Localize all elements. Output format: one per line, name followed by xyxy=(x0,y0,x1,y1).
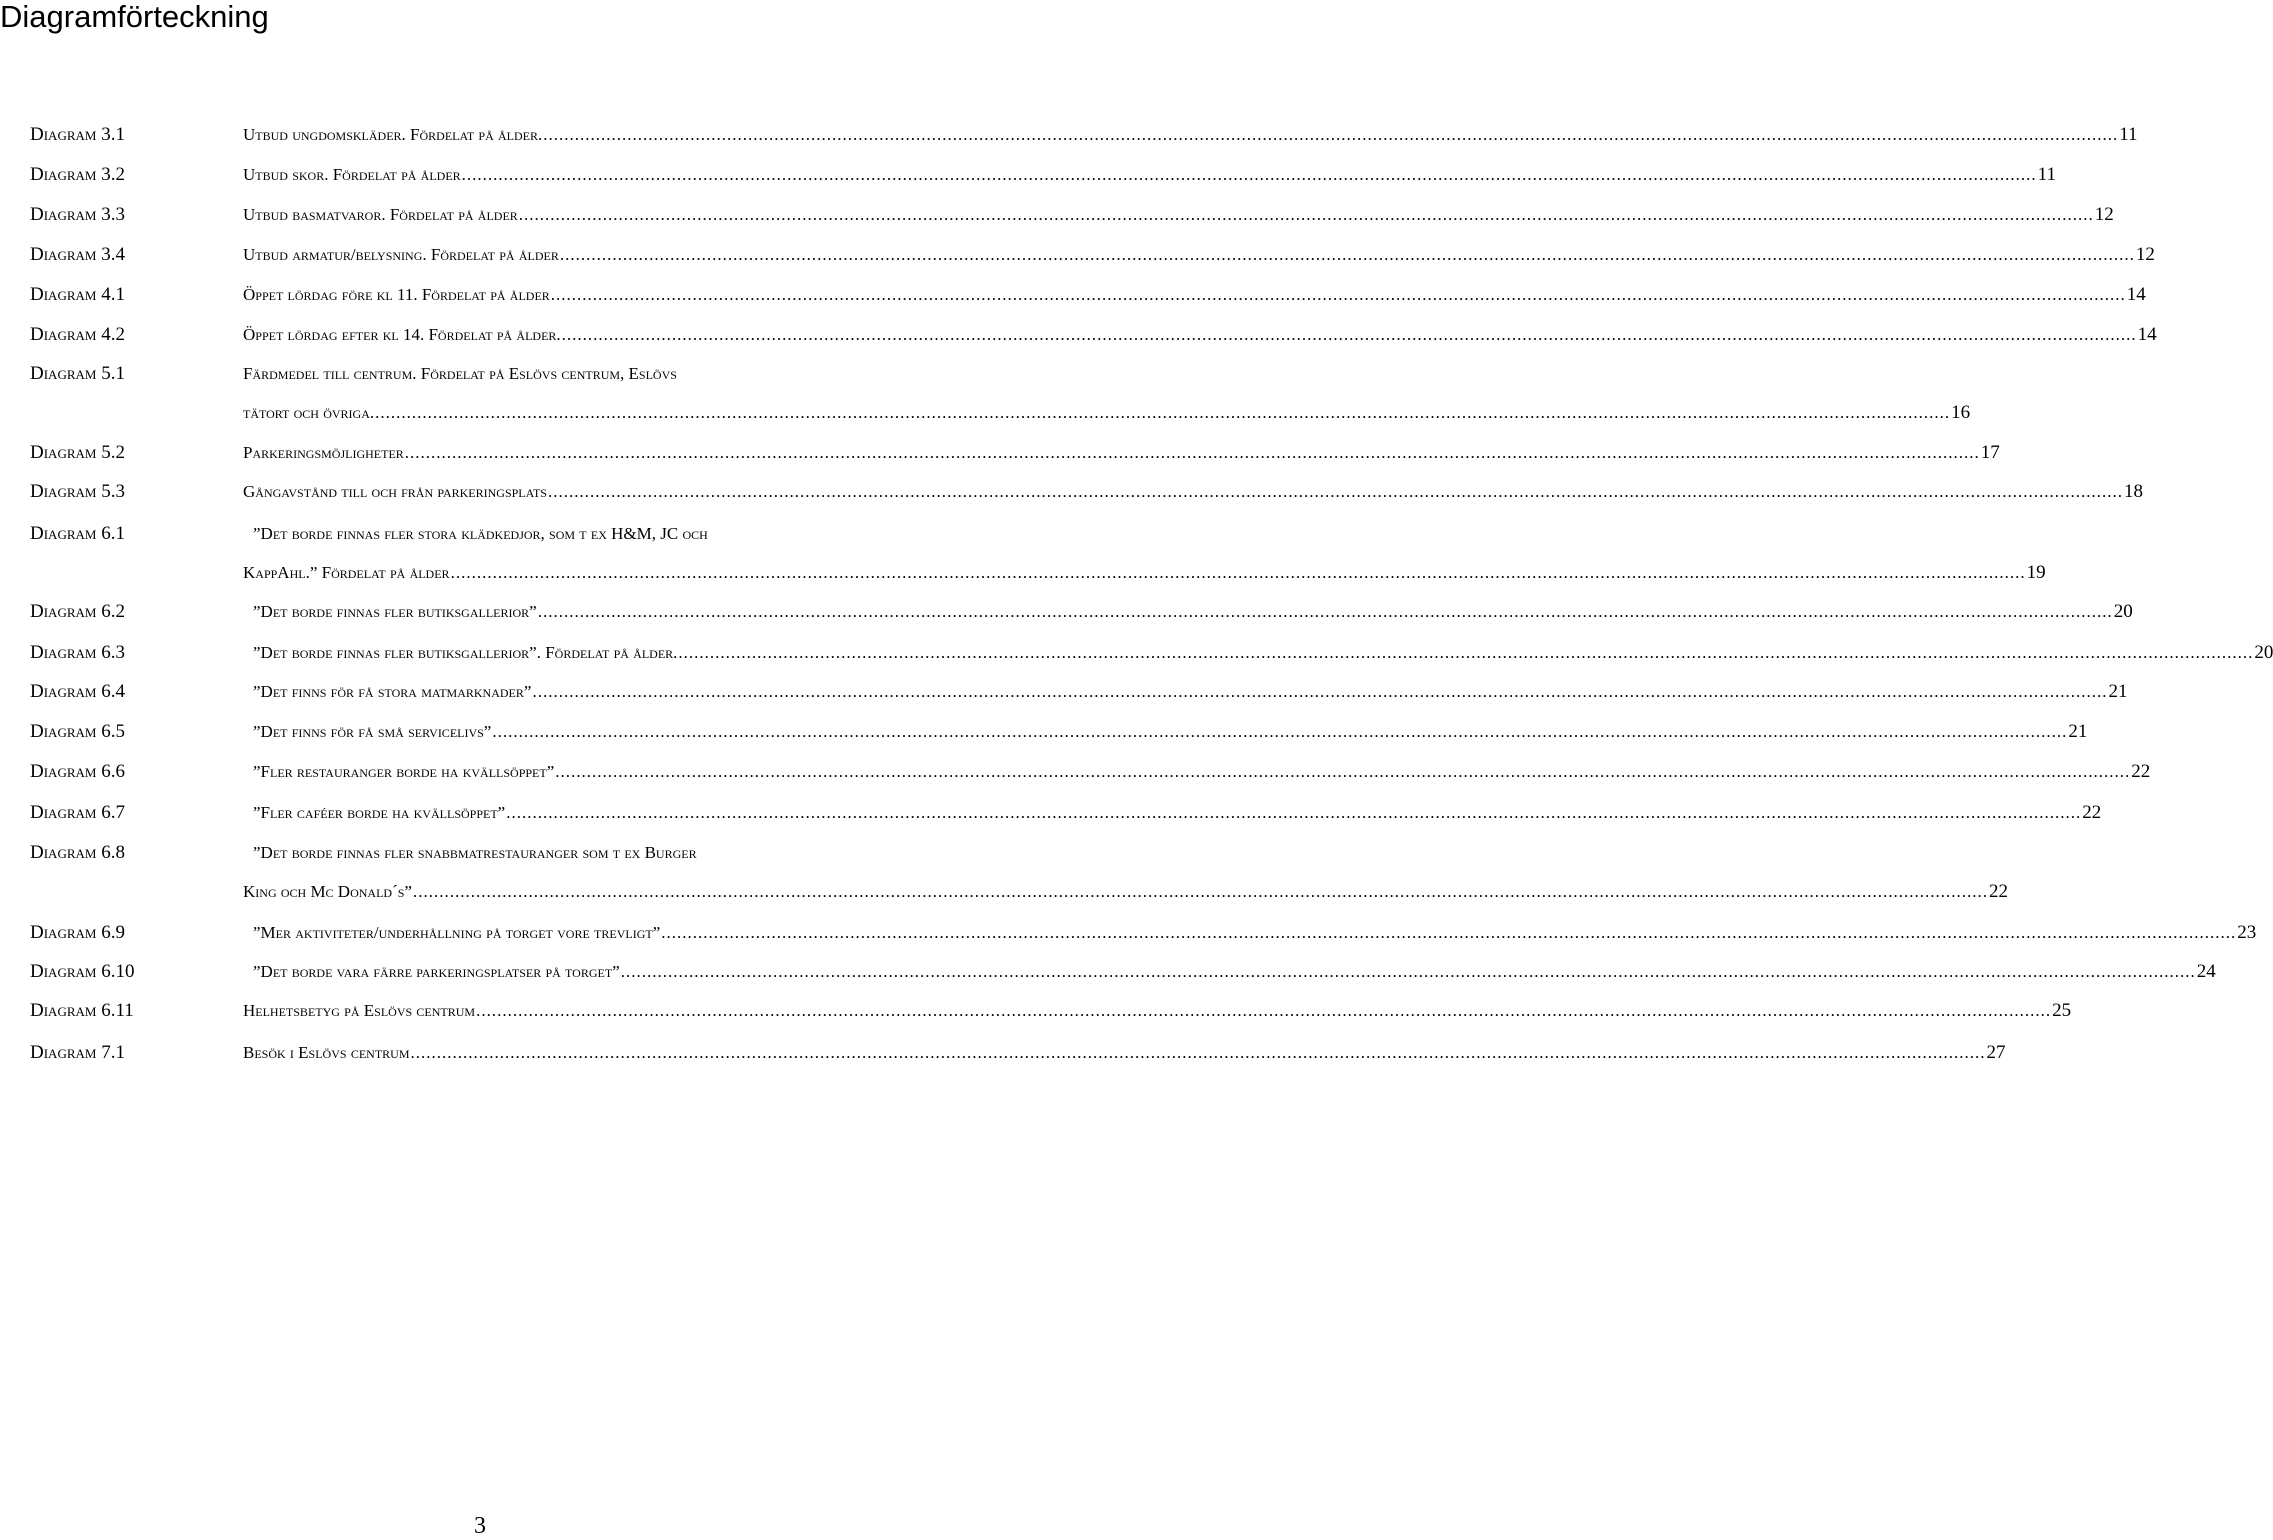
entry-title: ”Det borde vara färre parkeringsplatser på torget” xyxy=(253,962,620,981)
entry-label: Diagram 4.1 xyxy=(30,284,125,305)
entry-label: Diagram 6.3 xyxy=(30,642,125,663)
entry-title-continued: King och Mc Donald´s” xyxy=(243,882,412,901)
dot-leader: ............................................................................................................................................................................................................................................................................................................ xyxy=(375,403,1951,422)
entry-page: 22 xyxy=(2131,761,2151,782)
entry-page: 25 xyxy=(2052,1000,2072,1021)
entry-page: 18 xyxy=(2123,481,2143,502)
entry-label: Diagram 6.7 xyxy=(30,802,125,823)
entry-label: Diagram 3.3 xyxy=(30,204,125,225)
entry-title: ”Det borde finnas fler butiksgallerior” xyxy=(253,602,537,621)
dot-leader: ............................................................................................................................................................................................................................................................................................................ xyxy=(450,563,2026,582)
entry-label: Diagram 5.3 xyxy=(30,481,125,502)
entry-label: Diagram 3.4 xyxy=(30,244,125,265)
entry-label: Diagram 6.6 xyxy=(30,761,125,782)
entry-title: ”Det borde finnas fler butiksgallerior”. Fördelat på ålder. xyxy=(253,643,678,662)
dot-leader: ............................................................................................................................................................................................................................................................................................................ xyxy=(492,722,2068,741)
entry-label: Diagram 6.4 xyxy=(30,681,125,702)
entry-title: Parkeringsmöjligheter xyxy=(243,443,404,462)
entry-page: 12 xyxy=(2135,244,2155,265)
entry-label: Diagram 7.1 xyxy=(30,1042,125,1063)
entry-title: Utbud ungdomskläder. Fördelat på ålder. xyxy=(243,125,543,144)
entry-page: 27 xyxy=(1986,1042,2006,1063)
entry-title: Utbud basmatvaror. Fördelat på ålder xyxy=(243,205,518,224)
entry-label: Diagram 3.2 xyxy=(30,164,125,185)
dot-leader: ............................................................................................................................................................................................................................................................................................................ xyxy=(555,762,2131,781)
entry-label: Diagram 4.2 xyxy=(30,324,125,345)
entry-page: 12 xyxy=(2094,204,2114,225)
entry-label: Diagram 6.2 xyxy=(30,601,125,622)
entry-page: 21 xyxy=(2108,681,2128,702)
entry-label: Diagram 3.1 xyxy=(30,124,125,145)
dot-leader: ............................................................................................................................................................................................................................................................................................................ xyxy=(678,643,2254,662)
entry-title-continued: KappAhl.” Fördelat på ålder xyxy=(243,563,450,582)
dot-leader: ............................................................................................................................................................................................................................................................................................................ xyxy=(476,1001,2052,1020)
entry-title: Öppet lördag före kl 11. Fördelat på ålder xyxy=(243,285,550,304)
entry-page: 22 xyxy=(1988,881,2008,902)
entry-label: Diagram 6.5 xyxy=(30,721,125,742)
entry-page: 20 xyxy=(2254,642,2273,663)
entry-label: Diagram 6.8 xyxy=(30,842,125,863)
entry-title: ”Det finns för få stora matmarknader” xyxy=(253,682,532,701)
dot-leader: ............................................................................................................................................................................................................................................................................................................ xyxy=(543,125,2119,144)
dot-leader: ............................................................................................................................................................................................................................................................................................................ xyxy=(559,245,2135,264)
dot-leader: ............................................................................................................................................................................................................................................................................................................ xyxy=(506,803,2082,822)
entry-label: Diagram 6.10 xyxy=(30,961,135,982)
entry-page: 20 xyxy=(2113,601,2133,622)
dot-leader: ............................................................................................................................................................................................................................................................................................................ xyxy=(404,443,1980,462)
entry-page: 14 xyxy=(2137,324,2157,345)
dot-leader: ............................................................................................................................................................................................................................................................................................................ xyxy=(461,165,2037,184)
entry-title: Utbud skor. Fördelat på ålder xyxy=(243,165,461,184)
entry-label: Diagram 6.11 xyxy=(30,1000,134,1021)
entry-title: ”Det borde finnas fler stora klädkedjor, som t ex H&M, JC och xyxy=(253,524,708,543)
dot-leader: ............................................................................................................................................................................................................................................................................................................ xyxy=(620,962,2196,981)
entry-label: Diagram 5.2 xyxy=(30,442,125,463)
entry-title: ”Fler caféer borde ha kvällsöppet” xyxy=(253,803,506,822)
entry-title: Utbud armatur/belysning. Fördelat på ålder xyxy=(243,245,559,264)
entry-page: 16 xyxy=(1951,402,1971,423)
page-title: Diagramförteckning xyxy=(0,0,269,34)
entry-title: ”Fler restauranger borde ha kvällsöppet” xyxy=(253,762,555,781)
dot-leader: ............................................................................................................................................................................................................................................................................................................ xyxy=(537,602,2113,621)
dot-leader: ............................................................................................................................................................................................................................................................................................................ xyxy=(547,482,2123,501)
entry-label: Diagram 6.9 xyxy=(30,922,125,943)
entry-page: 22 xyxy=(2082,802,2102,823)
dot-leader: ............................................................................................................................................................................................................................................................................................................ xyxy=(532,682,2108,701)
entry-page: 14 xyxy=(2126,284,2146,305)
page-number: 3 xyxy=(474,1513,486,1539)
entry-title: ”Det finns för få små servicelivs” xyxy=(253,722,492,741)
entry-title: Helhetsbetyg på Eslövs centrum xyxy=(243,1001,476,1020)
entry-label: Diagram 5.1 xyxy=(30,363,125,384)
entry-page: 17 xyxy=(1980,442,2000,463)
dot-leader: ............................................................................................................................................................................................................................................................................................................ xyxy=(661,923,2237,942)
entry-page: 24 xyxy=(2196,961,2216,982)
entry-title: Gångavstånd till och från parkeringsplats xyxy=(243,482,547,501)
entry-title: ”Det borde finnas fler snabbmatrestauranger som t ex Burger xyxy=(253,843,697,862)
entry-page: 19 xyxy=(2026,562,2046,583)
entry-label: Diagram 6.1 xyxy=(30,523,125,544)
dot-leader: ............................................................................................................................................................................................................................................................................................................ xyxy=(410,1043,1986,1062)
entry-page: 23 xyxy=(2237,922,2257,943)
entry-title: Färdmedel till centrum. Fördelat på Eslövs centrum, Eslövs xyxy=(243,364,677,383)
entry-page: 11 xyxy=(2037,164,2056,185)
entry-page: 11 xyxy=(2119,124,2138,145)
entry-title: Öppet lördag efter kl 14. Fördelat på ålder. xyxy=(243,325,561,344)
entry-title: Besök i Eslövs centrum xyxy=(243,1043,410,1062)
dot-leader: ............................................................................................................................................................................................................................................................................................................ xyxy=(561,325,2137,344)
dot-leader: ............................................................................................................................................................................................................................................................................................................ xyxy=(550,285,2126,304)
dot-leader: ............................................................................................................................................................................................................................................................................................................ xyxy=(412,882,1988,901)
entry-page: 21 xyxy=(2068,721,2088,742)
entry-title-continued: tätort och övriga. xyxy=(243,403,375,422)
dot-leader: ............................................................................................................................................................................................................................................................................................................ xyxy=(518,205,2094,224)
entry-title: ”Mer aktiviteter/underhållning på torget vore trevligt” xyxy=(253,923,661,942)
